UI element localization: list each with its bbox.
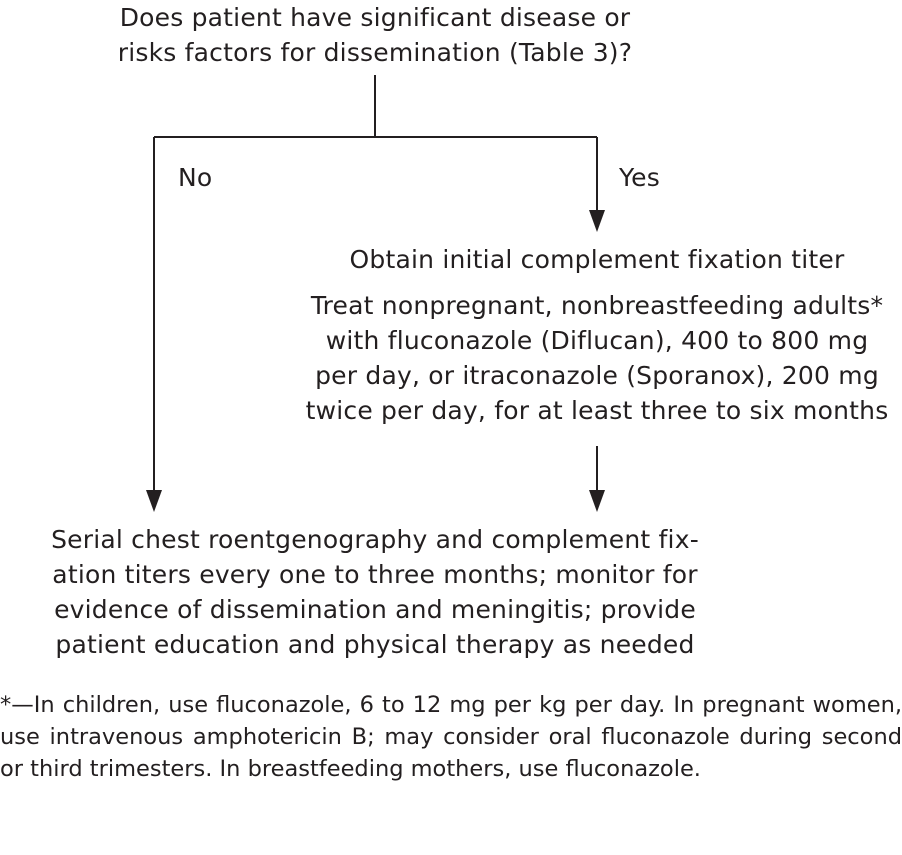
treatment-line: Treat nonpregnant, nonbreastfeeding adults* xyxy=(310,291,884,320)
outcome-line: ation titers every one to three months; monitor for xyxy=(52,560,698,589)
question-line: risks factors for dissemination (Table 3)? xyxy=(117,38,633,67)
branch-yes-label: Yes xyxy=(619,163,660,192)
outcome-line: Serial chest roentgenography and complement fix- xyxy=(51,525,699,554)
treat-arrowhead xyxy=(589,490,605,512)
outcome-line: patient education and physical therapy as needed xyxy=(55,630,695,659)
no-arrowhead xyxy=(146,490,162,512)
question-line: Does patient have significant disease or xyxy=(119,3,631,32)
treatment-line: with fluconazole (Diflucan), 400 to 800 mg xyxy=(325,326,869,355)
yes-step-obtain-titer: Obtain initial complement fixation titer xyxy=(349,245,845,274)
yes-arrowhead xyxy=(589,210,605,232)
branch-no-label: No xyxy=(178,163,213,192)
outcome-box xyxy=(25,522,725,662)
treatment-line: per day, or itraconazole (Sporanox), 200 mg xyxy=(315,361,879,390)
outcome-line: evidence of dissemination and meningitis; provide xyxy=(54,595,696,624)
footnote: *—In children, use fluconazole, 6 to 12 mg per kg per day. In pregnant women, use intravenous amphotericin B; may consider oral fluconazole during second or third trimesters. In breastfeeding mothers, use fluconazole. xyxy=(0,692,902,782)
yes-step-treatment xyxy=(297,288,897,428)
treatment-line: twice per day, for at least three to six months xyxy=(305,396,889,425)
